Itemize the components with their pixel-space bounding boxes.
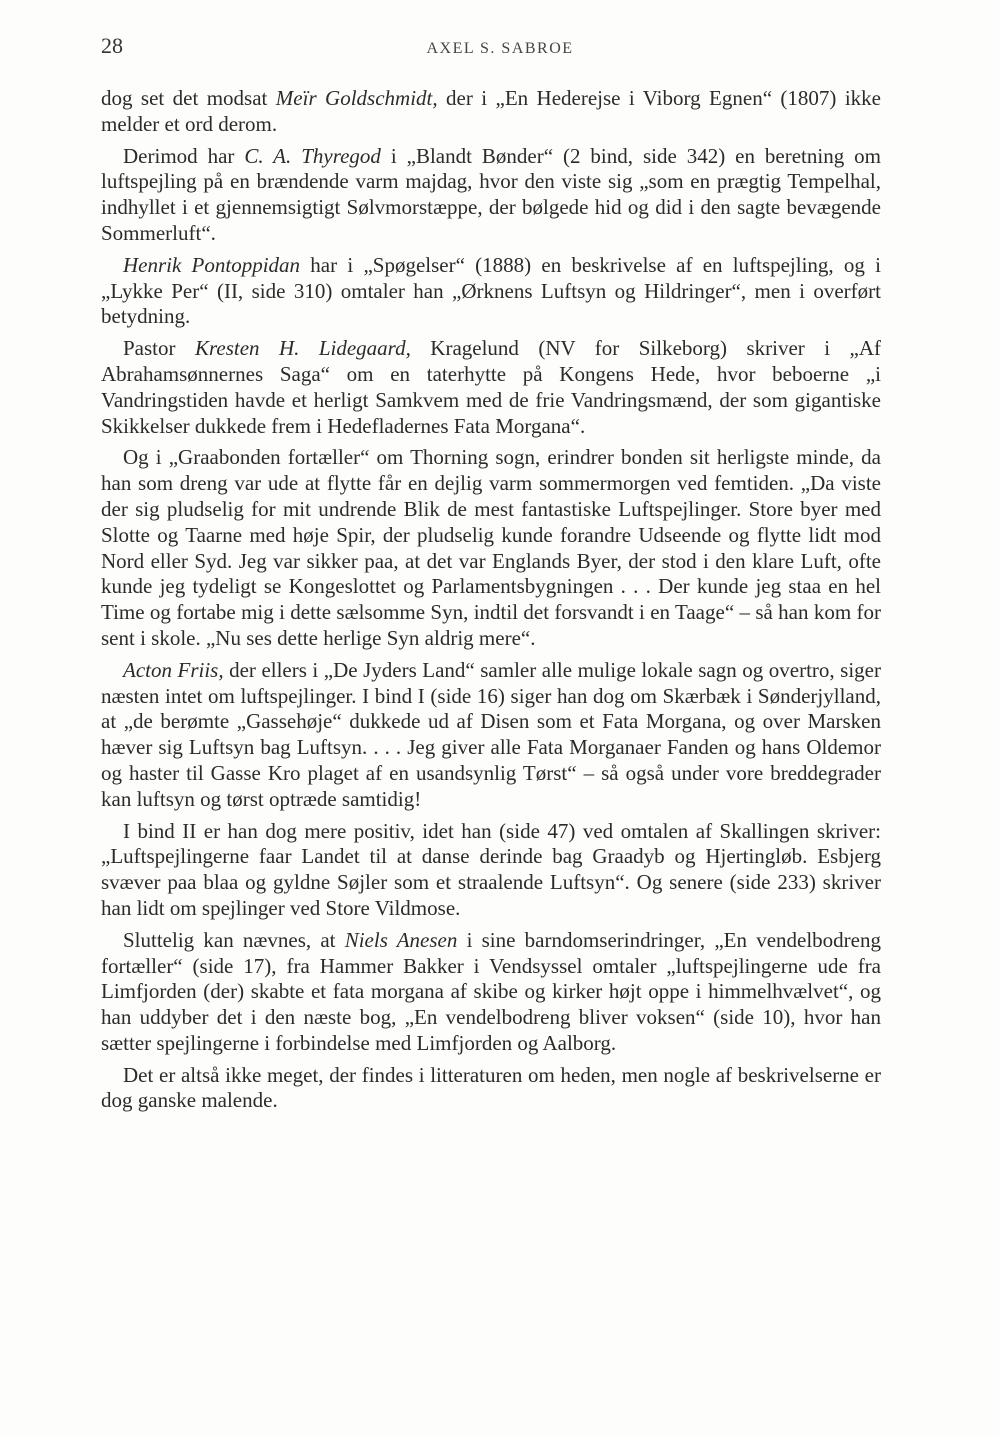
text-run: der ellers i „De Jyders Land“ samler alle mulige lokale sagn og overtro, siger næsten intet om luftspejlinger. I bind I (side 16) siger han dog om Skærbæk i Sønderjylland, at „de berømte „Gassehøje“ dukkede ud af Disen som et Fata Morgana, og over Marsken hæver sig Luftsyn bag Luftsyn. . . . Jeg giver alle Fata Morganaer Fanden og hans Oldemor og haster til Gasse Kro plaget af en usandsynlig Tørst“ – så også under vore breddegrader kan luftsyn og tørst optræde samtidig! <box>101 657 881 811</box>
paragraph <box>101 336 881 439</box>
text-run: I bind II er han dog mere positiv, idet han (side 47) ved omtalen af Skallingen skriver: „Luftspejlingerne faar Landet til at danse derinde bag Graadyb og Hjertingløb. Esbjerg svæver paa blaa og gyldne Søjler som et straalende Luftsyn“. Og senere (side 233) skriver han lidt om spejlinger ved Store Vildmose. <box>101 818 881 920</box>
text-run: Pastor <box>123 336 195 361</box>
page-number: 28 <box>101 33 123 58</box>
text-run: har i „Spøgelser“ (1888) en beskrivelse af en luftspejling, og i „Lykke Per“ (II, side 310) omtaler han „Ørknens Luftsyn og Hildringer“, men i overført betydning. <box>101 252 882 329</box>
author-name: C. A. Thyregod <box>244 143 381 168</box>
running-head: AXEL S. SABROE <box>426 40 574 57</box>
paragraph <box>101 445 881 651</box>
text-run: Derimod har <box>123 143 245 168</box>
text-run: dog set det modsat <box>101 86 276 110</box>
author-name: Kresten H. Lidegaard, <box>194 336 411 361</box>
text-run: der i „En Hederejse i Viborg Egnen“ (1807) ikke melder et ord derom. <box>101 86 881 136</box>
text-run: Kragelund (NV for Silkeborg) skriver i „Af Abrahamsønnernes Saga“ om en taterhytte på Kongens Hede, hvor beboerne „i Vandringstiden havde et herligt Samkvem med de frie Vandringsmænd, der som gigantiske Skikkelser dukkede frem i Hedefladernes Fata Morgana“. <box>101 336 881 438</box>
paragraph <box>101 819 881 922</box>
paragraph <box>101 144 881 247</box>
paragraph <box>101 928 881 1057</box>
paragraph <box>101 253 881 330</box>
author-name: Niels Anesen <box>344 927 458 952</box>
text-run: Det er altså ikke meget, der findes i litteraturen om heden, men nogle af beskrivelserne er dog ganske malende. <box>101 1062 881 1113</box>
text-run: Og i „Graabonden fortæller“ om Thorning sogn, erindrer bonden sit herligste minde, da han som dreng var ude at flytte får en dejlig varm sommermorgen ved femtiden. „Da viste der sig pludselig for mit undrende Blik de mest fantastiske Luftspejlinger. Store byer med Slotte og Taarne med høje Spir, der pludselig kunde forandre Udseende og flytte lidt mod Nord eller Syd. Jeg var sikker paa, at det var Englands Byer, der stod i den klare Luft, ofte kunde jeg tydeligt se Kongeslottet og Parlamentsbygningen . . . Der kunde jeg staa en hel Time og fortabe mig i dette sælsomme Syn, indtil det forsvandt i en Taage“ – så han kom for sent i skole. „Nu ses dette herlige Syn aldrig mere“. <box>101 445 881 650</box>
text-run: i „Blandt Bønder“ (2 bind, side 342) en beretning om luftspejling på en brændende varm majdag, hvor den viste sig „som en prægtig Tempelhal, indhyllet i et gjennemsigtigt Sølvmorstæppe, der bølgede hid og did i den sagte bevægende Sommerluft“. <box>101 143 882 245</box>
paragraph <box>101 658 881 813</box>
paragraph <box>101 1063 881 1115</box>
text-run: Sluttelig kan nævnes, at <box>123 927 345 952</box>
author-name: Henrik Pontoppidan <box>123 252 301 277</box>
paragraph <box>101 86 881 138</box>
body-text <box>101 86 881 1120</box>
author-name: Acton Friis, <box>123 657 224 682</box>
text-run: i sine barndomserindringer, „En vendelbodreng fortæller“ (side 17), fra Hammer Bakker i Vendsyssel omtaler „luftspejlingerne ude fra Limfjorden (der) skabte et fata morgana af skibe og kirker højt oppe i himmelhvælvet“, og han uddyber det i den næste bog, „En vendelbodreng bliver voksen“ (side 10), hvor han sætter spejlingerne i forbindelse med Limfjorden og Aalborg. <box>101 927 881 1055</box>
author-name: Meïr Goldschmidt, <box>275 86 438 110</box>
